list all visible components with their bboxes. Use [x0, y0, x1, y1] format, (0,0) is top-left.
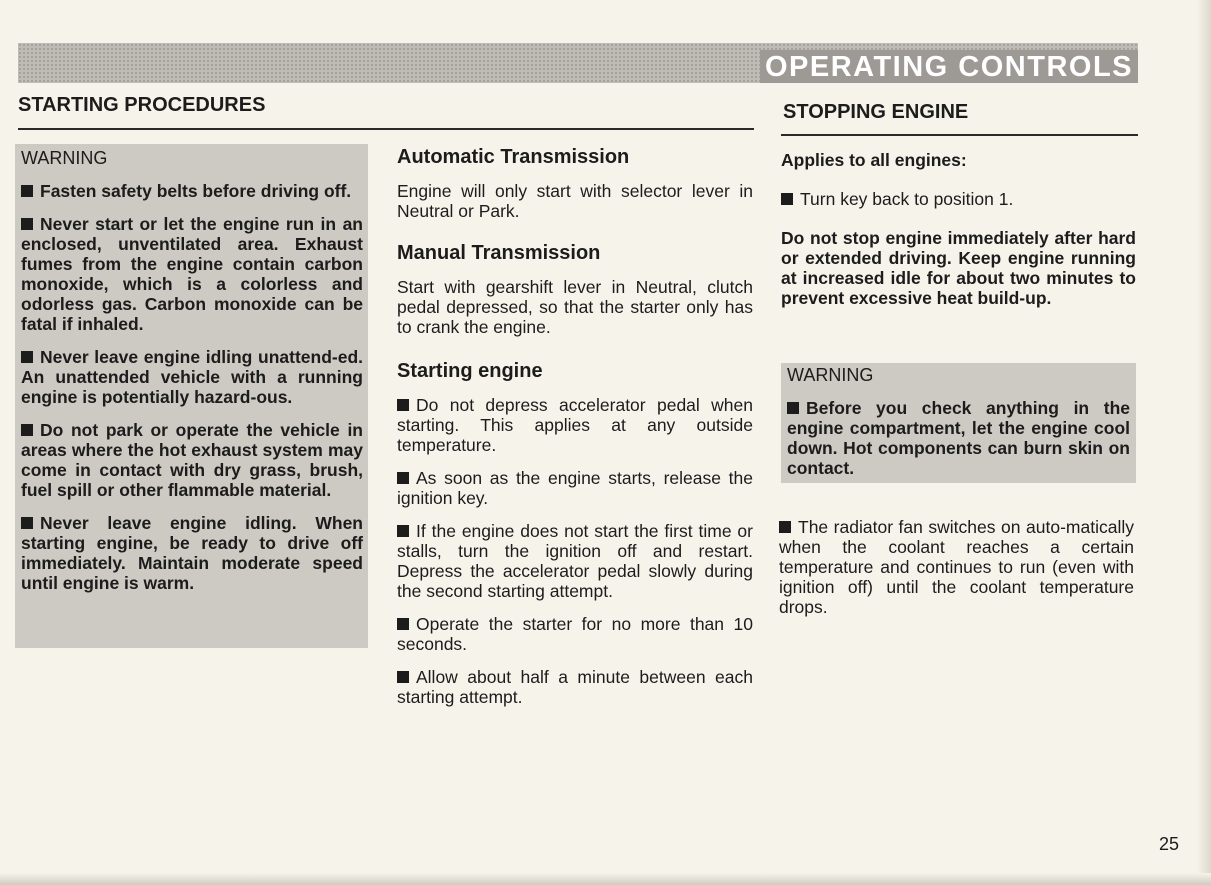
manual-transmission-text: Start with gearshift lever in Neutral, clutch pedal depressed, so that the starter only has to crank the engine.	[397, 277, 753, 337]
bullet-square-icon	[787, 402, 799, 414]
section-header-title: OPERATING CONTROLS	[760, 50, 1138, 83]
warning-item: Fasten safety belts before driving off.	[21, 181, 363, 201]
manual-transmission-heading: Manual Transmission	[397, 242, 601, 264]
warning-label: WARNING	[787, 365, 874, 385]
starting-item: If the engine does not start the first time or stalls, turn the ignition off and restart. Depress the accelerator pedal slowly during the second starting attempt.	[397, 521, 753, 601]
stopping-item: Turn key back to position 1.	[781, 189, 1136, 209]
left-heading-rule	[18, 128, 754, 130]
warning-item: Never leave engine idling. When starting engine, be ready to drive off immediately. Maintain moderate speed until engine is warm.	[21, 513, 363, 593]
starting-procedures-heading: STARTING PROCEDURES	[18, 94, 266, 116]
automatic-transmission-heading: Automatic Transmission	[397, 146, 630, 168]
bullet-square-icon	[397, 525, 409, 537]
right-column	[781, 150, 1136, 321]
header-band	[18, 43, 1138, 83]
stopping-caution-text: Do not stop engine immediately after hard or extended driving. Keep engine running at increased idle for about two minutes to prevent excessive heat build-up.	[781, 228, 1136, 308]
middle-column	[397, 145, 753, 720]
starting-item: As soon as the engine starts, release the ignition key.	[397, 468, 753, 508]
starting-item: Operate the starter for no more than 10 seconds.	[397, 614, 753, 654]
starting-item: Allow about half a minute between each starting attempt.	[397, 667, 753, 707]
starting-item: Do not depress accelerator pedal when starting. This applies at any outside temperature.	[397, 395, 753, 455]
bullet-square-icon	[397, 618, 409, 630]
warning-item: Before you check anything in the engine compartment, let the engine cool down. Hot components can burn skin on contact.	[787, 398, 1130, 478]
starting-engine-heading: Starting engine	[397, 360, 543, 382]
bullet-square-icon	[397, 671, 409, 683]
radiator-fan-item: The radiator fan switches on auto-matically when the coolant reaches a certain temperature and continues to run (even with ignition off) until the coolant temperature drops.	[779, 517, 1134, 617]
bullet-square-icon	[397, 472, 409, 484]
page-edge-shadow	[0, 873, 1211, 885]
right-heading-rule	[781, 134, 1138, 136]
warning-item: Never start or let the engine run in an enclosed, unventilated area. Exhaust fumes from the engine contain carbon monoxide, which is a colorless and odorless gas. Carbon monoxide can be fatal if inhaled.	[21, 214, 363, 334]
bullet-square-icon	[21, 185, 33, 197]
stopping-engine-heading: STOPPING ENGINE	[783, 101, 969, 123]
bullet-square-icon	[21, 517, 33, 529]
applies-to-all-engines: Applies to all engines:	[781, 150, 967, 170]
automatic-transmission-text: Engine will only start with selector lever in Neutral or Park.	[397, 181, 753, 221]
starting-warning-box	[15, 144, 368, 648]
warning-item: Never leave engine idling unattend-ed. An unattended vehicle with a running engine is potentially hazard-ous.	[21, 347, 363, 407]
warning-item: Do not park or operate the vehicle in areas where the hot exhaust system may come in contact with dry grass, brush, fuel spill or other flammable material.	[21, 420, 363, 500]
bullet-square-icon	[21, 424, 33, 436]
stopping-warning-box	[781, 363, 1136, 483]
radiator-fan-section	[779, 517, 1134, 630]
page-edge-shadow	[1197, 0, 1211, 885]
bullet-square-icon	[21, 218, 33, 230]
bullet-square-icon	[397, 399, 409, 411]
bullet-square-icon	[781, 193, 793, 205]
page-number: 25	[1158, 834, 1179, 854]
bullet-square-icon	[779, 521, 791, 533]
bullet-square-icon	[21, 351, 33, 363]
warning-label: WARNING	[21, 148, 108, 168]
